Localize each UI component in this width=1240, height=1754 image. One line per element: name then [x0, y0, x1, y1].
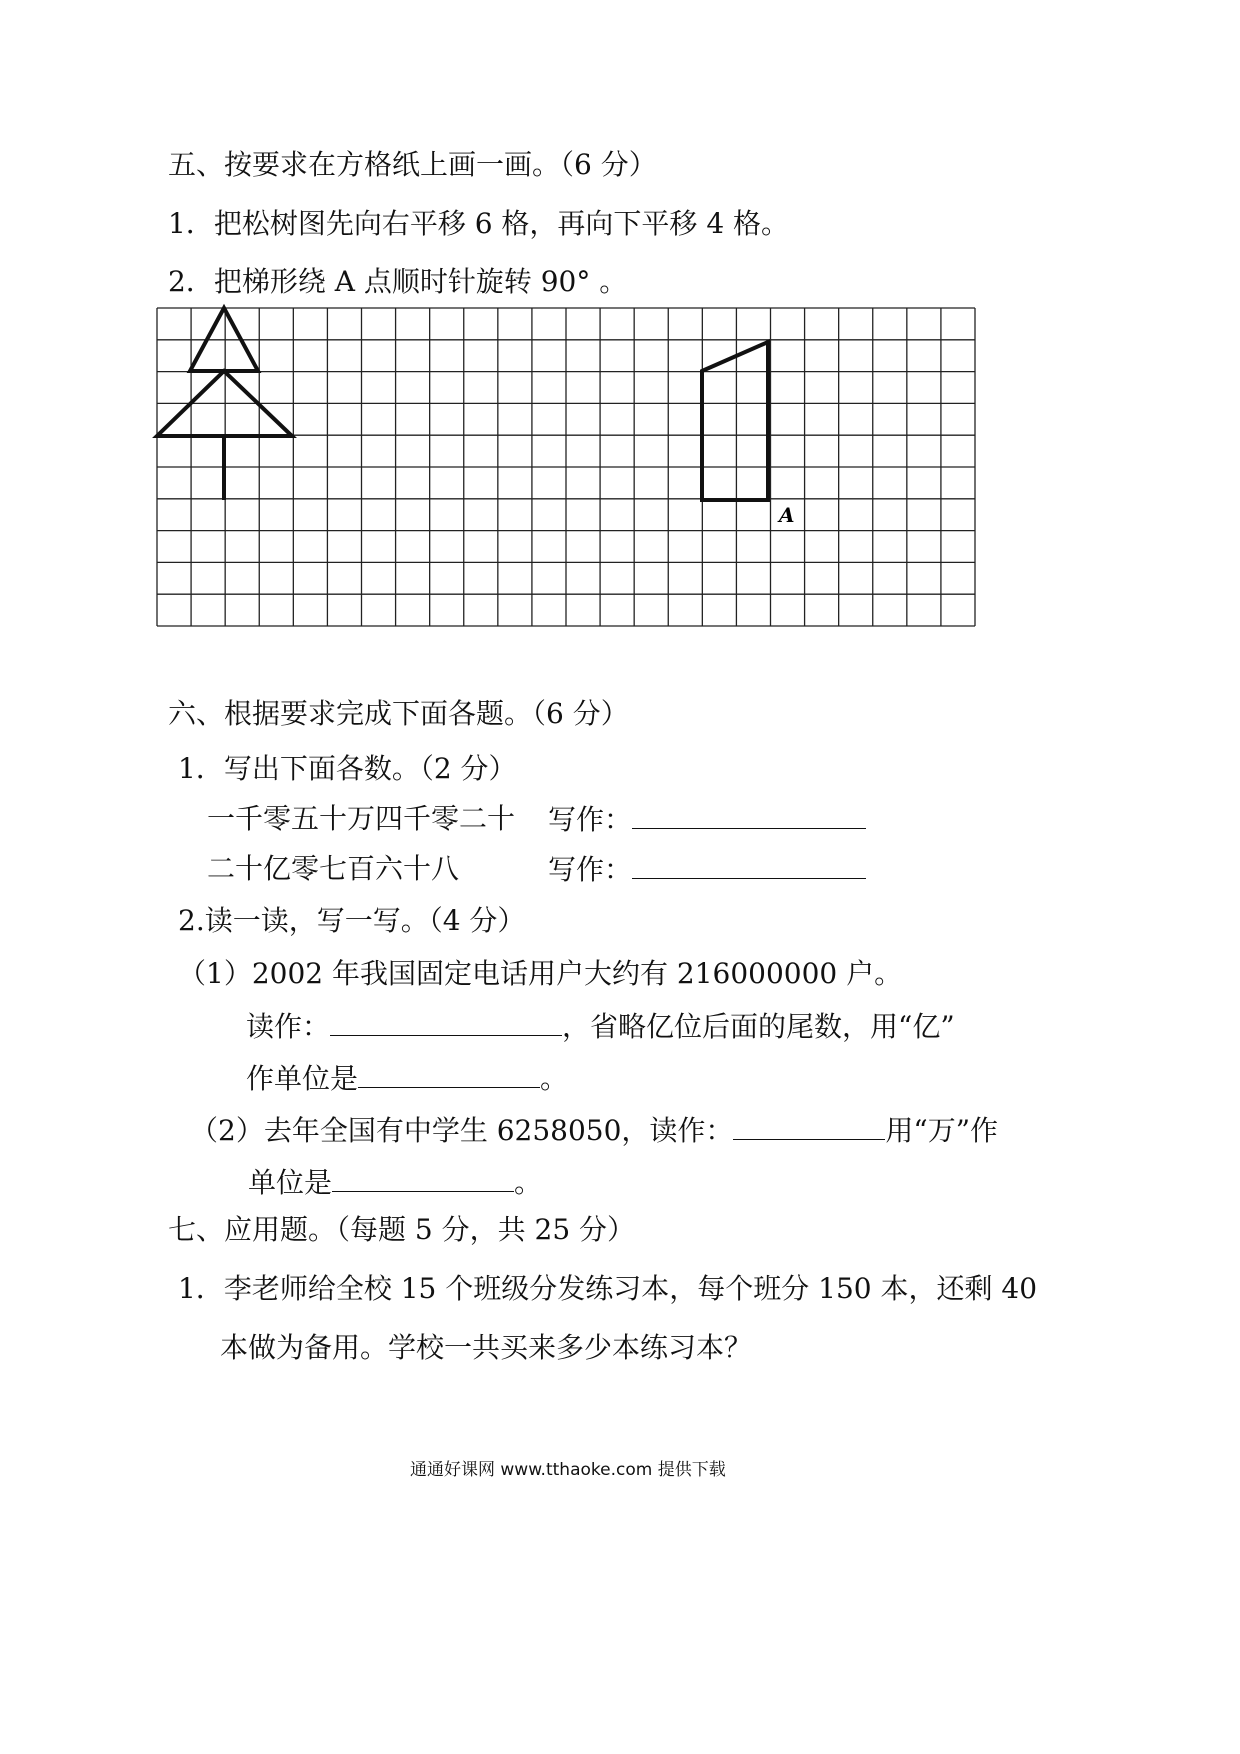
section6-q1-title: 1．写出下面各数。（2 分） — [178, 752, 517, 785]
section5-q1: 1．把松树图先向右平移 6 格，再向下平移 4 格。 — [168, 207, 790, 240]
point-a-label: A — [779, 503, 795, 527]
section7-title: 七、应用题。（每题 5 分，共 25 分） — [168, 1213, 636, 1246]
section5-q2: 2．把梯形绕 A 点顺时针旋转 90° 。 — [168, 265, 628, 298]
answer-blank[interactable] — [358, 1061, 540, 1088]
section5-title: 五、按要求在方格纸上画一画。（6 分） — [168, 148, 657, 181]
answer-blank[interactable] — [632, 852, 866, 879]
answer-blank[interactable] — [332, 1165, 514, 1192]
q2-2-mid-text: 用“万”作 — [885, 1114, 999, 1147]
grid-lines — [157, 308, 975, 626]
period: 。 — [514, 1166, 543, 1199]
period: 。 — [540, 1062, 569, 1095]
unit-label: 单位是 — [248, 1166, 333, 1199]
section7-q1-line1: 1．李老师给全校 15 个班级分发练习本，每个班分 150 本，还剩 40 — [178, 1272, 1038, 1305]
section6-q2-title: 2.读一读，写一写。（4 分） — [178, 904, 526, 937]
answer-blank[interactable] — [330, 1009, 562, 1036]
write-label: 写作： — [548, 803, 633, 836]
read-mid-text: ，省略亿位后面的尾数，用“亿” — [562, 1010, 955, 1043]
trapezoid — [702, 342, 768, 500]
section6-q2-2-row — [190, 1113, 998, 1148]
section7-q1-line2: 本做为备用。学校一共买来多少本练习本？ — [220, 1331, 753, 1364]
section6-q2-2-text: （2）去年全国有中学生 6258050，读作： — [190, 1114, 734, 1147]
write-row-1 — [548, 802, 866, 837]
read-label: 读作： — [246, 1010, 331, 1043]
section6-q2-1-unit-row — [246, 1061, 568, 1096]
footer-text: 通通好课网 www.tthaoke.com 提供下载 — [410, 1460, 726, 1480]
section6-q2-2-unit-row — [248, 1165, 542, 1200]
write-label: 写作： — [548, 853, 633, 886]
grid-paper — [0, 0, 1240, 720]
section6-title: 六、根据要求完成下面各题。（6 分） — [168, 697, 629, 730]
section6-q2-1-read-row — [246, 1009, 955, 1044]
answer-blank[interactable] — [632, 802, 866, 829]
answer-blank[interactable] — [733, 1113, 885, 1140]
unit-label: 作单位是 — [246, 1062, 359, 1095]
section6-q2-1-text: （1）2002 年我国固定电话用户大约有 216000000 户。 — [178, 957, 903, 990]
number-word-2: 二十亿零七百六十八 — [207, 852, 460, 885]
write-row-2 — [548, 852, 866, 887]
number-word-1: 一千零五十万四千零二十 — [207, 802, 516, 835]
